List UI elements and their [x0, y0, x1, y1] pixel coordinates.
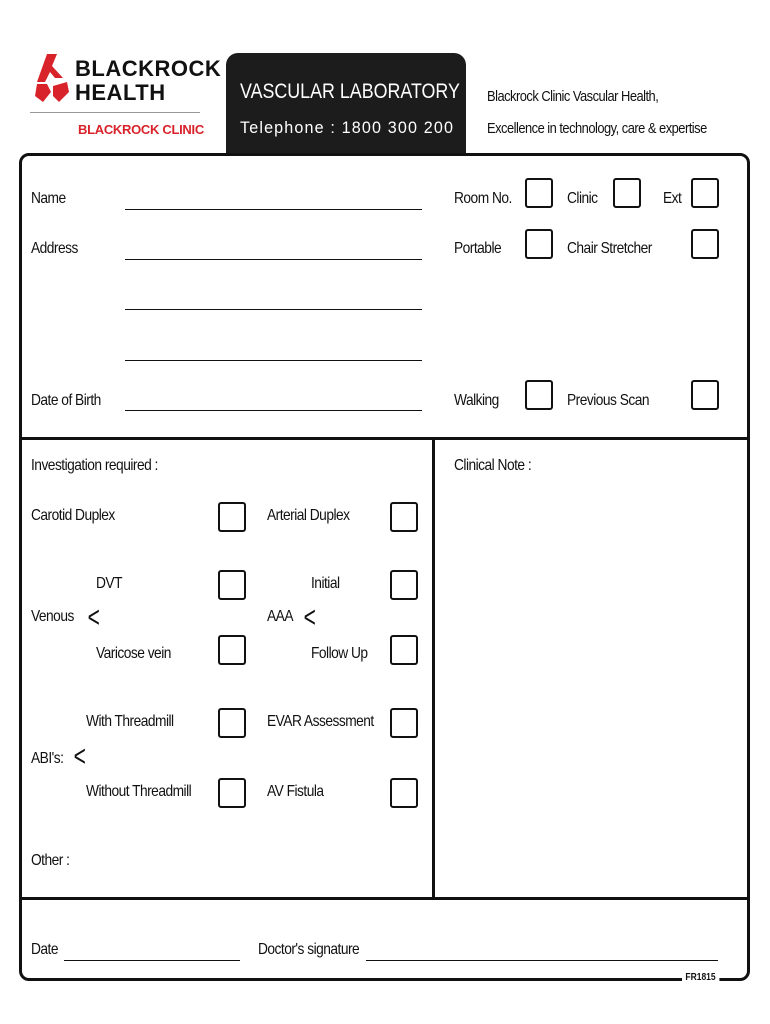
signature-label: Doctor's signature [258, 941, 360, 958]
av-fistula-label: AV Fistula [267, 783, 324, 800]
footer-panel [19, 897, 750, 981]
initial-checkbox[interactable] [390, 570, 418, 600]
chair-label: Chair Stretcher [567, 240, 652, 257]
chair-checkbox[interactable] [691, 229, 719, 259]
address-field-2[interactable] [125, 309, 422, 310]
ext-checkbox[interactable] [691, 178, 719, 208]
tagline-1: Blackrock Clinic Vascular Health, [487, 88, 659, 105]
previous-scan-label: Previous Scan [567, 392, 650, 409]
av-fistula-checkbox[interactable] [390, 778, 418, 808]
abi-bracket-icon: < [73, 740, 86, 773]
address-field-1[interactable] [125, 259, 422, 260]
with-threadmill-checkbox[interactable] [218, 708, 246, 738]
clinical-note-heading: Clinical Note : [454, 457, 532, 474]
evar-checkbox[interactable] [390, 708, 418, 738]
room-label: Room No. [454, 190, 512, 207]
address-field-3[interactable] [125, 360, 422, 361]
carotid-label: Carotid Duplex [31, 507, 115, 524]
clinical-note-area[interactable] [445, 485, 740, 885]
date-field[interactable] [64, 960, 240, 961]
investigation-heading: Investigation required : [31, 457, 158, 474]
lab-header-box [226, 53, 466, 155]
room-checkbox[interactable] [525, 178, 553, 208]
logo-divider [30, 112, 200, 113]
walking-label: Walking [454, 392, 499, 409]
ext-label: Ext [663, 190, 682, 207]
dob-label: Date of Birth [31, 392, 101, 409]
venous-bracket-icon: < [87, 601, 100, 634]
lab-phone: Telephone : 1800 300 200 [240, 118, 455, 137]
varicose-checkbox[interactable] [218, 635, 246, 665]
brand-sub: BLACKROCK CLINIC [78, 122, 204, 137]
venous-label: Venous [31, 608, 74, 625]
varicose-label: Varicose vein [96, 645, 171, 662]
clinic-label: Clinic [567, 190, 598, 207]
date-label: Date [31, 941, 59, 958]
without-threadmill-label: Without Threadmill [86, 783, 192, 800]
name-label: Name [31, 190, 66, 207]
other-label: Other : [31, 852, 70, 869]
blackrock-logo-icon [33, 52, 71, 104]
portable-checkbox[interactable] [525, 229, 553, 259]
initial-label: Initial [311, 575, 340, 592]
walking-checkbox[interactable] [525, 380, 553, 410]
brand-health: HEALTH [75, 80, 166, 105]
with-threadmill-label: With Threadmill [86, 713, 174, 730]
carotid-checkbox[interactable] [218, 502, 246, 532]
dvt-label: DVT [96, 575, 122, 592]
signature-field[interactable] [366, 960, 718, 961]
dob-field[interactable] [125, 410, 422, 411]
abi-label: ABI's: [31, 750, 64, 767]
lab-title: VASCULAR LABORATORY [240, 80, 460, 103]
arterial-checkbox[interactable] [390, 502, 418, 532]
address-label: Address [31, 240, 78, 257]
arterial-label: Arterial Duplex [267, 507, 350, 524]
without-threadmill-checkbox[interactable] [218, 778, 246, 808]
evar-label: EVAR Assessment [267, 713, 374, 730]
dvt-checkbox[interactable] [218, 570, 246, 600]
tagline-2: Excellence in technology, care & expertise [487, 120, 707, 137]
form-code: FR1815 [682, 972, 719, 983]
clinic-checkbox[interactable] [613, 178, 641, 208]
aaa-label: AAA [267, 608, 293, 625]
name-field[interactable] [125, 209, 422, 210]
followup-checkbox[interactable] [390, 635, 418, 665]
portable-label: Portable [454, 240, 502, 257]
brand-name: BLACKROCK [75, 56, 222, 81]
followup-label: Follow Up [311, 645, 368, 662]
previous-scan-checkbox[interactable] [691, 380, 719, 410]
aaa-bracket-icon: < [303, 601, 316, 634]
